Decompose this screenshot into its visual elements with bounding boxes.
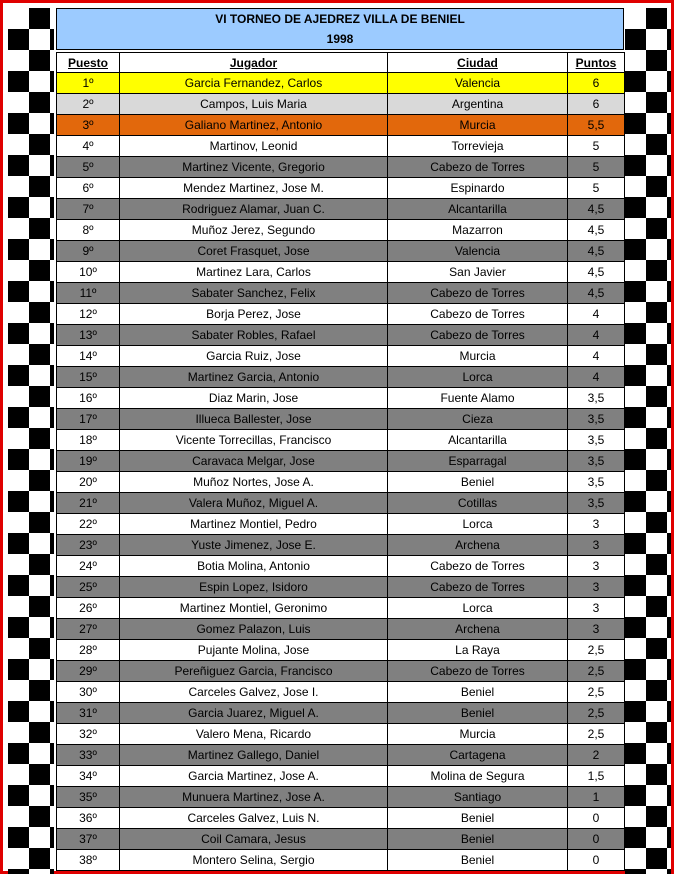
points-cell: 0 <box>568 829 625 850</box>
points-cell: 3 <box>568 556 625 577</box>
table-row <box>57 283 625 304</box>
table-row <box>57 535 625 556</box>
player-cell: Martinez Garcia, Antonio <box>120 367 388 388</box>
player-cell: Caravaca Melgar, Jose <box>120 451 388 472</box>
table-row <box>57 724 625 745</box>
city-cell: Lorca <box>388 514 568 535</box>
position-cell: 17º <box>57 409 120 430</box>
points-cell: 5 <box>568 136 625 157</box>
table-row <box>57 241 625 262</box>
position-cell: 32º <box>57 724 120 745</box>
player-cell: Borja Perez, Jose <box>120 304 388 325</box>
city-cell: Cabezo de Torres <box>388 283 568 304</box>
player-cell: Rodriguez Alamar, Juan C. <box>120 199 388 220</box>
checkerboard-border-left <box>8 8 54 874</box>
player-cell: Munuera Martinez, Jose A. <box>120 787 388 808</box>
points-cell: 4 <box>568 325 625 346</box>
player-cell: Vicente Torrecillas, Francisco <box>120 430 388 451</box>
city-cell: Beniel <box>388 703 568 724</box>
table-row <box>57 829 625 850</box>
points-cell: 2,5 <box>568 703 625 724</box>
position-cell: 34º <box>57 766 120 787</box>
position-cell: 33º <box>57 745 120 766</box>
position-cell: 37º <box>57 829 120 850</box>
table-row <box>57 136 625 157</box>
position-cell: 11º <box>57 283 120 304</box>
position-cell: 15º <box>57 367 120 388</box>
city-cell: Cabezo de Torres <box>388 325 568 346</box>
table-row <box>57 304 625 325</box>
city-cell: Beniel <box>388 829 568 850</box>
table-row <box>57 430 625 451</box>
table-row <box>57 577 625 598</box>
city-cell: Beniel <box>388 472 568 493</box>
player-cell: Martinez Montiel, Geronimo <box>120 598 388 619</box>
table-row <box>57 388 625 409</box>
player-cell: Botia Molina, Antonio <box>120 556 388 577</box>
points-cell: 3,5 <box>568 430 625 451</box>
player-cell: Garcia Fernandez, Carlos <box>120 73 388 94</box>
table-row <box>57 325 625 346</box>
table-row <box>57 808 625 829</box>
table-row <box>57 787 625 808</box>
points-cell: 5 <box>568 178 625 199</box>
position-cell: 38º <box>57 850 120 871</box>
table-row <box>57 367 625 388</box>
position-cell: 25º <box>57 577 120 598</box>
city-cell: Cotillas <box>388 493 568 514</box>
player-cell: Espin Lopez, Isidoro <box>120 577 388 598</box>
player-cell: Garcia Martinez, Jose A. <box>120 766 388 787</box>
city-cell: Cartagena <box>388 745 568 766</box>
header-row <box>57 53 625 73</box>
player-cell: Yuste Jimenez, Jose E. <box>120 535 388 556</box>
points-cell: 2,5 <box>568 724 625 745</box>
player-cell: Pujante Molina, Jose <box>120 640 388 661</box>
points-cell: 3 <box>568 598 625 619</box>
points-cell: 2,5 <box>568 640 625 661</box>
table-row <box>57 94 625 115</box>
points-cell: 3,5 <box>568 409 625 430</box>
position-cell: 12º <box>57 304 120 325</box>
table-row <box>57 598 625 619</box>
city-cell: Alcantarilla <box>388 199 568 220</box>
city-cell: Valencia <box>388 73 568 94</box>
city-cell: Espinardo <box>388 178 568 199</box>
position-cell: 22º <box>57 514 120 535</box>
player-cell: Muñoz Jerez, Segundo <box>120 220 388 241</box>
position-cell: 36º <box>57 808 120 829</box>
points-cell: 0 <box>568 808 625 829</box>
table-row <box>57 661 625 682</box>
table-row <box>57 220 625 241</box>
tournament-title: VI TORNEO DE AJEDREZ VILLA DE BENIEL <box>215 12 465 26</box>
position-cell: 29º <box>57 661 120 682</box>
position-cell: 26º <box>57 598 120 619</box>
checkerboard-border-right <box>625 8 671 874</box>
points-cell: 2 <box>568 745 625 766</box>
table-row <box>57 115 625 136</box>
city-cell: Cabezo de Torres <box>388 304 568 325</box>
city-cell: Lorca <box>388 367 568 388</box>
position-cell: 13º <box>57 325 120 346</box>
points-cell: 1,5 <box>568 766 625 787</box>
player-cell: Martinez Gallego, Daniel <box>120 745 388 766</box>
city-cell: Murcia <box>388 115 568 136</box>
table-row <box>57 850 625 871</box>
points-cell: 1 <box>568 787 625 808</box>
player-cell: Campos, Luis Maria <box>120 94 388 115</box>
position-cell: 35º <box>57 787 120 808</box>
player-cell: Mendez Martinez, Jose M. <box>120 178 388 199</box>
position-cell: 9º <box>57 241 120 262</box>
points-cell: 3 <box>568 577 625 598</box>
header-city: Ciudad <box>388 53 568 73</box>
player-cell: Valero Mena, Ricardo <box>120 724 388 745</box>
title-box <box>56 8 624 50</box>
city-cell: Esparragal <box>388 451 568 472</box>
player-cell: Sabater Robles, Rafael <box>120 325 388 346</box>
city-cell: Valencia <box>388 241 568 262</box>
table-row <box>57 766 625 787</box>
position-cell: 28º <box>57 640 120 661</box>
standings-body <box>57 73 625 871</box>
player-cell: Coil Camara, Jesus <box>120 829 388 850</box>
points-cell: 3 <box>568 619 625 640</box>
city-cell: Beniel <box>388 850 568 871</box>
table-row <box>57 703 625 724</box>
player-cell: Garcia Ruiz, Jose <box>120 346 388 367</box>
position-cell: 16º <box>57 388 120 409</box>
city-cell: Argentina <box>388 94 568 115</box>
tournament-year: 1998 <box>326 32 354 46</box>
points-cell: 4,5 <box>568 220 625 241</box>
points-cell: 0 <box>568 850 625 871</box>
position-cell: 5º <box>57 157 120 178</box>
table-row <box>57 493 625 514</box>
table-row <box>57 556 625 577</box>
points-cell: 4 <box>568 346 625 367</box>
points-cell: 2,5 <box>568 682 625 703</box>
city-cell: San Javier <box>388 262 568 283</box>
city-cell: Archena <box>388 535 568 556</box>
points-cell: 4,5 <box>568 241 625 262</box>
player-cell: Gomez Palazon, Luis <box>120 619 388 640</box>
table-row <box>57 262 625 283</box>
points-cell: 4,5 <box>568 283 625 304</box>
player-cell: Martinov, Leonid <box>120 136 388 157</box>
city-cell: Beniel <box>388 682 568 703</box>
city-cell: Alcantarilla <box>388 430 568 451</box>
header-position: Puesto <box>57 53 120 73</box>
header-player: Jugador <box>120 53 388 73</box>
city-cell: La Raya <box>388 640 568 661</box>
city-cell: Cabezo de Torres <box>388 577 568 598</box>
position-cell: 1º <box>57 73 120 94</box>
points-cell: 4,5 <box>568 199 625 220</box>
table-row <box>57 619 625 640</box>
points-cell: 6 <box>568 94 625 115</box>
position-cell: 20º <box>57 472 120 493</box>
city-cell: Murcia <box>388 724 568 745</box>
player-cell: Martinez Montiel, Pedro <box>120 514 388 535</box>
player-cell: Illueca Ballester, Jose <box>120 409 388 430</box>
position-cell: 19º <box>57 451 120 472</box>
player-cell: Valera Muñoz, Miguel A. <box>120 493 388 514</box>
standings-table <box>56 52 625 871</box>
points-cell: 4 <box>568 367 625 388</box>
points-cell: 3 <box>568 535 625 556</box>
points-cell: 3 <box>568 514 625 535</box>
position-cell: 24º <box>57 556 120 577</box>
table-row <box>57 409 625 430</box>
position-cell: 14º <box>57 346 120 367</box>
city-cell: Cabezo de Torres <box>388 157 568 178</box>
position-cell: 30º <box>57 682 120 703</box>
header-points: Puntos <box>568 53 625 73</box>
position-cell: 6º <box>57 178 120 199</box>
position-cell: 7º <box>57 199 120 220</box>
points-cell: 3,5 <box>568 493 625 514</box>
city-cell: Archena <box>388 619 568 640</box>
table-row <box>57 73 625 94</box>
table-row <box>57 178 625 199</box>
player-cell: Diaz Marin, Jose <box>120 388 388 409</box>
table-row <box>57 514 625 535</box>
table-row <box>57 346 625 367</box>
city-cell: Murcia <box>388 346 568 367</box>
position-cell: 31º <box>57 703 120 724</box>
player-cell: Sabater Sanchez, Felix <box>120 283 388 304</box>
city-cell: Cieza <box>388 409 568 430</box>
player-cell: Garcia Juarez, Miguel A. <box>120 703 388 724</box>
city-cell: Santiago <box>388 787 568 808</box>
position-cell: 8º <box>57 220 120 241</box>
player-cell: Pereñiguez Garcia, Francisco <box>120 661 388 682</box>
points-cell: 4,5 <box>568 262 625 283</box>
city-cell: Mazarron <box>388 220 568 241</box>
table-row <box>57 682 625 703</box>
table-row <box>57 745 625 766</box>
points-cell: 3,5 <box>568 472 625 493</box>
player-cell: Muñoz Nortes, Jose A. <box>120 472 388 493</box>
table-row <box>57 157 625 178</box>
position-cell: 18º <box>57 430 120 451</box>
player-cell: Coret Frasquet, Jose <box>120 241 388 262</box>
points-cell: 5,5 <box>568 115 625 136</box>
points-cell: 4 <box>568 304 625 325</box>
points-cell: 6 <box>568 73 625 94</box>
position-cell: 2º <box>57 94 120 115</box>
city-cell: Molina de Segura <box>388 766 568 787</box>
city-cell: Cabezo de Torres <box>388 556 568 577</box>
player-cell: Galiano Martinez, Antonio <box>120 115 388 136</box>
city-cell: Torrevieja <box>388 136 568 157</box>
city-cell: Beniel <box>388 808 568 829</box>
player-cell: Martinez Lara, Carlos <box>120 262 388 283</box>
points-cell: 2,5 <box>568 661 625 682</box>
player-cell: Montero Selina, Sergio <box>120 850 388 871</box>
position-cell: 10º <box>57 262 120 283</box>
position-cell: 27º <box>57 619 120 640</box>
position-cell: 3º <box>57 115 120 136</box>
points-cell: 3,5 <box>568 388 625 409</box>
points-cell: 3,5 <box>568 451 625 472</box>
points-cell: 5 <box>568 157 625 178</box>
city-cell: Fuente Alamo <box>388 388 568 409</box>
table-row <box>57 472 625 493</box>
position-cell: 23º <box>57 535 120 556</box>
table-row <box>57 640 625 661</box>
city-cell: Cabezo de Torres <box>388 661 568 682</box>
table-row <box>57 199 625 220</box>
position-cell: 4º <box>57 136 120 157</box>
position-cell: 21º <box>57 493 120 514</box>
table-row <box>57 451 625 472</box>
player-cell: Martinez Vicente, Gregorio <box>120 157 388 178</box>
player-cell: Carceles Galvez, Luis N. <box>120 808 388 829</box>
player-cell: Carceles Galvez, Jose I. <box>120 682 388 703</box>
city-cell: Lorca <box>388 598 568 619</box>
